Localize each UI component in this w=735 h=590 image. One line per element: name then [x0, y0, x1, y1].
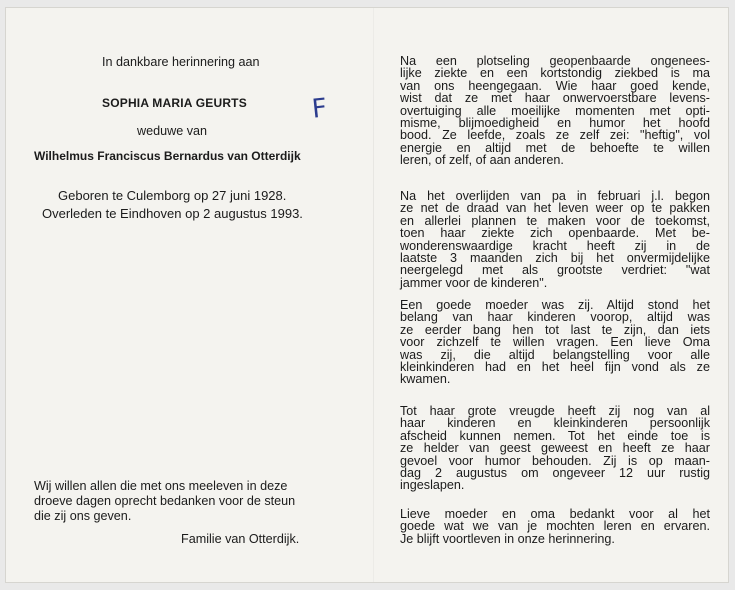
p1-line-5: overtuiging alle moeilijke momenten met opti- — [400, 103, 710, 118]
p2-line-4: toen haar ziekte zich openbaarde. Met be- — [400, 226, 710, 241]
p4-line-5: gevoel voor humor behouden. Zij is op maan- — [400, 453, 710, 468]
p2-line-6: laatste 3 maanden zich bij het onvermijdelijke — [400, 251, 710, 266]
birth-line: Geboren te Culemborg op 27 juni 1928. — [58, 188, 287, 203]
p2-line-2: ze net de draad van het leven weer op te pakken — [400, 201, 710, 216]
intro-text: In dankbare herinnering aan — [102, 55, 260, 69]
p1-line-9: leren, of zelf, of aan anderen. — [400, 153, 564, 168]
p4-line-4: ze helder van geest geweest en heeft ze haar — [400, 441, 710, 456]
p3-line-6: kleinkinderen had en het heel fijn vond als ze — [400, 360, 710, 375]
p4-line-7: ingeslapen. — [400, 478, 465, 493]
p1-line-6: misme, blijmoedigheid en humor het hoofd — [400, 116, 710, 131]
p1-line-8: energie en altijd met de behoefte te willen — [400, 140, 710, 155]
handwritten-f-mark: F — [310, 93, 329, 125]
paragraph-4 — [400, 405, 710, 492]
p3-line-2: belang van haar kinderen voorop, altijd was — [400, 310, 710, 325]
p1-line-7: bood. Ze leefde, zoals ze zelf zei: "heftig", vol — [400, 128, 710, 143]
deceased-name: SOPHIA MARIA GEURTS — [102, 96, 247, 110]
p5-line-2: goede wat we van je mochten leren en ervaren. — [400, 519, 710, 534]
p3-line-5: was zij, die altijd belangstelling voor alle — [400, 347, 710, 362]
paragraph-3 — [400, 299, 710, 386]
p5-line-1: Lieve moeder en oma bedankt voor al het — [400, 507, 710, 521]
p4-line-2: haar kinderen en kleinkinderen persoonlijk — [400, 416, 710, 431]
memorial-card — [6, 8, 728, 582]
p3-line-4: voor zichzelf te willen vragen. Een lieve Oma — [400, 335, 710, 350]
thanks-line-1: Wij willen allen die met ons meeleven in deze — [34, 479, 288, 493]
thanks-line-3: die zij ons geven. — [34, 509, 132, 523]
death-line: Overleden te Eindhoven op 2 augustus 1993. — [42, 206, 303, 221]
p3-line-7: kwamen. — [400, 372, 451, 387]
p1-line-2: lijke ziekte en een kortstondig ziekbed is ma — [400, 66, 710, 81]
p2-line-1: Na het overlijden van pa in februari j.l. begon — [400, 189, 710, 203]
thanks-line-2: droeve dagen oprecht bedanken voor de steun — [34, 494, 296, 508]
p2-line-5: wonderenswaardige kracht heeft zij in de — [400, 238, 710, 253]
paragraph-2 — [400, 190, 710, 289]
spouse-name: Wilhelmus Franciscus Bernardus van Otterdijk — [34, 149, 301, 163]
paragraph-1 — [400, 55, 710, 167]
p5-line-3: Je blijft voortleven in onze herinnering. — [400, 531, 615, 546]
p4-line-1: Tot haar grote vreugde heeft zij nog van al — [400, 404, 710, 418]
widow-of-text: weduwe van — [137, 124, 208, 138]
p1-line-3: van ons heengegaan. Wie haar goed kende, — [400, 78, 710, 93]
p2-line-3: en allerlei plannen te maken voor de toekomst, — [400, 213, 710, 228]
paragraph-5 — [400, 508, 710, 545]
p3-line-1: Een goede moeder was zij. Altijd stond het — [400, 298, 710, 312]
p2-line-8: jammer voor de kinderen". — [400, 275, 548, 290]
p4-line-3: afscheid kunnen nemen. Tot het einde toe is — [400, 428, 710, 443]
card-fold — [373, 8, 374, 582]
family-signature: Familie van Otterdijk. — [181, 532, 300, 546]
p1-line-1: Na een plotseling geopenbaarde ongenees- — [400, 54, 710, 68]
p2-line-7: neergelegd met als grootste verdriet: "wat — [400, 263, 710, 278]
p1-line-4: wist dat ze met haar onwervoerstbare levens- — [400, 91, 710, 106]
p4-line-6: dag 2 augustus om ongeveer 12 uur rustig — [400, 466, 710, 481]
p3-line-3: ze eerder bang hen tot last te zijn, dan iets — [400, 322, 710, 337]
